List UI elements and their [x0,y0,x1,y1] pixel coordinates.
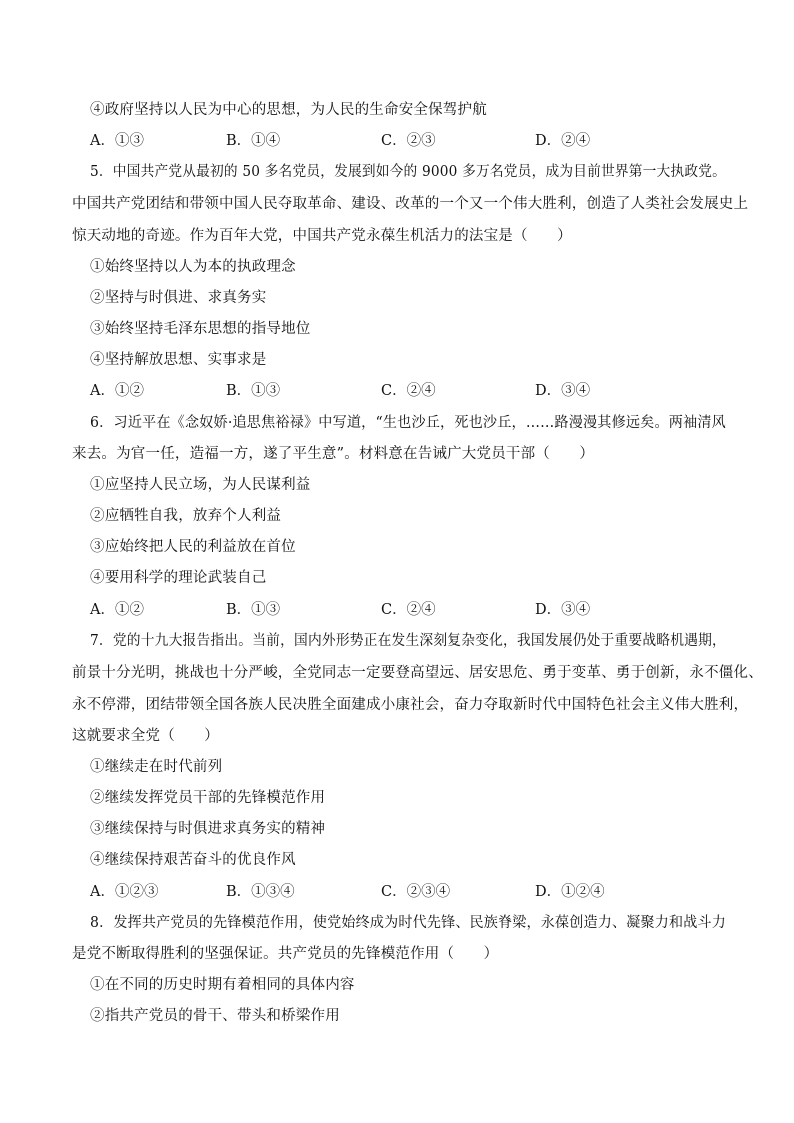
q4-item-4: ④政府坚持以人民为中心的思想，为人民的生命安全保驾护航 [90,102,487,118]
q6-option-a[interactable]: A．①② [90,602,144,618]
q7-item-4: ④继续保持艰苦奋斗的优良作风 [90,852,296,868]
q7-option-d[interactable]: D．①②④ [535,884,605,900]
q6-item-3: ③应始终把人民的利益放在首位 [90,539,296,555]
q5-option-d[interactable]: D．③④ [535,383,591,399]
q6-item-2: ②应牺牲自我，放弃个人利益 [90,508,282,524]
q4-option-b[interactable]: B．①④ [226,133,281,149]
q6-option-b[interactable]: B．①③ [226,602,281,618]
q7-item-3: ③继续保持与时俱进求真务实的精神 [90,821,326,837]
q4-option-a[interactable]: A．①③ [90,133,144,149]
q5-stem-line-2: 中国共产党团结和带领中国人民夺取革命、建设、改革的一个又一个伟大胜利，创造了人类社会发展史上 [72,196,749,212]
q6-option-d[interactable]: D．③④ [535,602,591,618]
q8-item-1: ①在不同的历史时期有着相同的具体内容 [90,977,355,993]
q6-stem-line-2: 来去。为官一任，造福一方，遂了平生意”。材料意在告诫广大党员干部（ ） [72,446,595,462]
q7-stem-line-1: 7．党的十九大报告指出。当前，国内外形势正在发生深刻复杂变化，我国发展仍处于重要战略机遇期， [90,633,726,649]
q6-stem-line-1: 6．习近平在《念奴娇·追思焦裕禄》中写道，“生也沙丘，死也沙丘，……路漫漫其修远矣。两袖清风 [90,415,726,431]
q7-option-b[interactable]: B．①③④ [226,884,295,900]
q5-option-b[interactable]: B．①③ [226,383,281,399]
q5-stem-line-3: 惊天动地的奇迹。作为百年大党，中国共产党永葆生机活力的法宝是（ ） [72,228,572,244]
q4-option-d[interactable]: D．②④ [535,133,591,149]
q8-stem-line-2: 是党不断取得胜利的坚强保证。共产党员的先锋模范作用（ ） [72,946,499,962]
q7-stem-line-4: 这就要求全党（ ） [72,728,219,744]
q7-stem-line-3: 永不停滞，团结带领全国各族人民决胜全面建成小康社会，奋力夺取新时代中国特色社会主义伟大胜利， [72,697,749,713]
q7-option-a[interactable]: A．①②③ [90,884,159,900]
q7-item-2: ②继续发挥党员干部的先锋模范作用 [90,790,326,806]
q6-item-4: ④要用科学的理论武装自己 [90,570,267,586]
q5-item-2: ②坚持与时俱进、求真务实 [90,290,267,306]
q5-item-3: ③始终坚持毛泽东思想的指导地位 [90,321,311,337]
q5-option-a[interactable]: A．①② [90,383,144,399]
q6-item-1: ①应坚持人民立场，为人民谋利益 [90,477,311,493]
q5-stem-line-1: 5．中国共产党从最初的 50 多名党员，发展到如今的 9000 多万名党员，成为目前世界第一大执政党。 [90,164,726,180]
q7-item-1: ①继续走在时代前列 [90,759,223,775]
q8-item-2: ②指共产党员的骨干、带头和桥梁作用 [90,1008,340,1024]
q5-item-4: ④坚持解放思想、实事求是 [90,352,267,368]
q7-stem-line-2: 前景十分光明，挑战也十分严峻，全党同志一定要登高望远、居安思危、勇于变革、勇于创新，永不僵化、 [72,665,763,681]
q4-option-c[interactable]: C．②③ [381,133,436,149]
q6-option-c[interactable]: C．②④ [381,602,436,618]
q7-option-c[interactable]: C．②③④ [381,884,451,900]
q5-item-1: ①始终坚持以人为本的执政理念 [90,259,296,275]
q8-stem-line-1: 8．发挥共产党员的先锋模范作用，使党始终成为时代先锋、民族脊梁，永葆创造力、凝聚力和战斗力 [90,915,727,931]
q5-option-c[interactable]: C．②④ [381,383,436,399]
